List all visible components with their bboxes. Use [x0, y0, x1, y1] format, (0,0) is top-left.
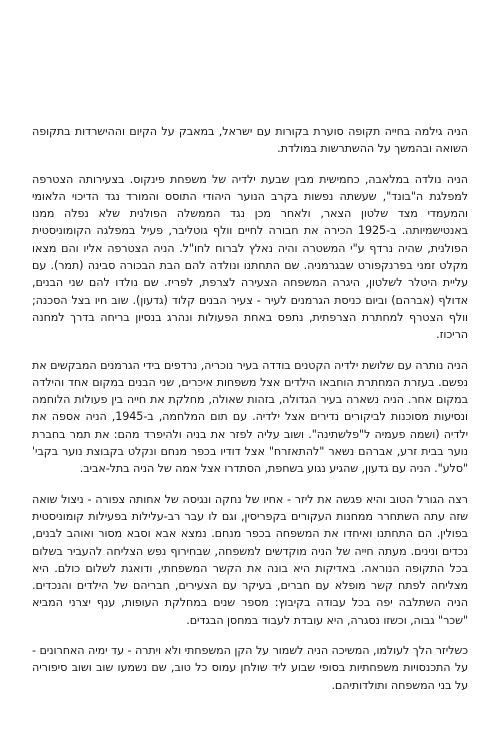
- paragraph-kibbutz-life: רצה הגורל הטוב והיא פגשה את ליזר - אחיו של נחקה ונגיסה של אחותה צפורה - ניצול שואה שזה עתה השתחרר ממחנות העקורים בקפריסין, וגם לו עבר רב-עלילות בפעילות קומוניסטית בפולין. הם התחתנו ואיחדו את המשפחה בכפר מנחם. נמצא אבא וסבא מסור ואוהב לבנים, נכדים ונינים. מעתה חייה של הניה מוקדשים למשפחה, שבחירוף נפש הצליחה להעביר בשלום בכל התקופה הנוראה. באדיקות היא בונה את הקשר המשפחתי, ודואגת לשלום כולם. היא מצליחה לפתח קשר מופלא עם חברים, בעיקר עם הצעירים, חבריהם של הילדים והנכדים. הניה השתלבה יפה בכל עבודה בקיבוץ: מספר שנים במחלקת העופות, ענף יצרני המביא "שכר" גבוה, וכשזו נסגרה, היא עובדת לעבוד במחסן הבגדים.: [32, 492, 468, 627]
- paragraph-intro: הניה גילמה בחייה תקופה סוערת בקורות עם ישראל, במאבק על הקיום וההישרדות בתקופה השואה ובהמשך על ההשתרשות במולדת.: [32, 125, 468, 156]
- paragraph-war-years: הניה נותרה עם שלושת ילדיה הקטנים בודדה בעיר נוכריה, נרדפים בידי הגרמנים המבקשים את נפשם. בעזרת המחתרת הוחבאו הילדים אצל משפחות איכרים, שני הבנים במקום אחד והילדה במקום אחר. הניה נשארה בעיר הגדולה, בזהות שאולה, מחלקת את חייה בין פעולות הלוחמה ונסיעות מסוכנות לביקורים נדירים אצל ילדיה. עם תום המלחמה, ב-1945, הניה אספה את ילדיה (ושמה פעמיה ל"פלשתינה". ושוב עליה לפזר את בניה ולהיפרד מהם: את תמר בחברת נוער בבית זרע, אברהם נשאר "להתאזרח" אצל דודיו בכפר מנחם ונקלט בקבוצת נוער בקבי' "סלע". הניה עם גדעון, שהגיע נגוע בשחפת, הסתדרו אצל אמה של הניה בתל-אביב.: [32, 358, 469, 476]
- paragraph-early-life: הניה נולדה במלאבה, כחמישית מבין שבעת ילדיה של משפחת פינקוס. בצעירותה הצטרפה למפלגת ה"בונד", שעשתה נפשות בקרב הנוער היהודי התוסס והמורד נגד הדיכוי הלאומי והמעמדי מצד שלטון הצאר, ולאחר מכן נגד הממשלה הפולנית שלא נפלה ממנו באנטישמיותה. ב-1925 הכירה את חבורה לחיים וולף גוטליבר, פעיל במפלגה הקומוניסטית הפולנית, שהיה נרדף ע"י המשטרה והיה נאלץ לברוח לחו"ל. הניה הצטרפה אליו והם מצאו מקלט זמני בפרנקפורט שבגרמניה. שם התחתנו ונולדה להם הבת הבכורה סבינה (תמר). עם עליית היטלר לשלטון, היגרה המשפחה הצעירה לצרפת, לפריז. שם נולדו להם שני הבנים, אדולף (אברהם) וביום כניסת הגרמנים לעיר - צעיר הבנים קלוד (גדעון). שוב חיו בצל הסכנה; וולף הצטרף למחתרת הצרפתית, נתפס באחת הפעולות ונהרג בנסיון בריחה בדרך למחנה הריכוז.: [32, 172, 468, 342]
- paragraph-later-years: כשליזר הלך לעולמו, המשיכה הניה לשמור על הקן המשפחתי ולא ויתרה - עד ימיה האחרונים - על התכנסויות משפחתיות בסופי שבוע ליד שולחן עמוס כל טוב, שם נשמעו שוב ושוב סיפוריה על בני המשפחה ותולדותיהם.: [32, 644, 468, 692]
